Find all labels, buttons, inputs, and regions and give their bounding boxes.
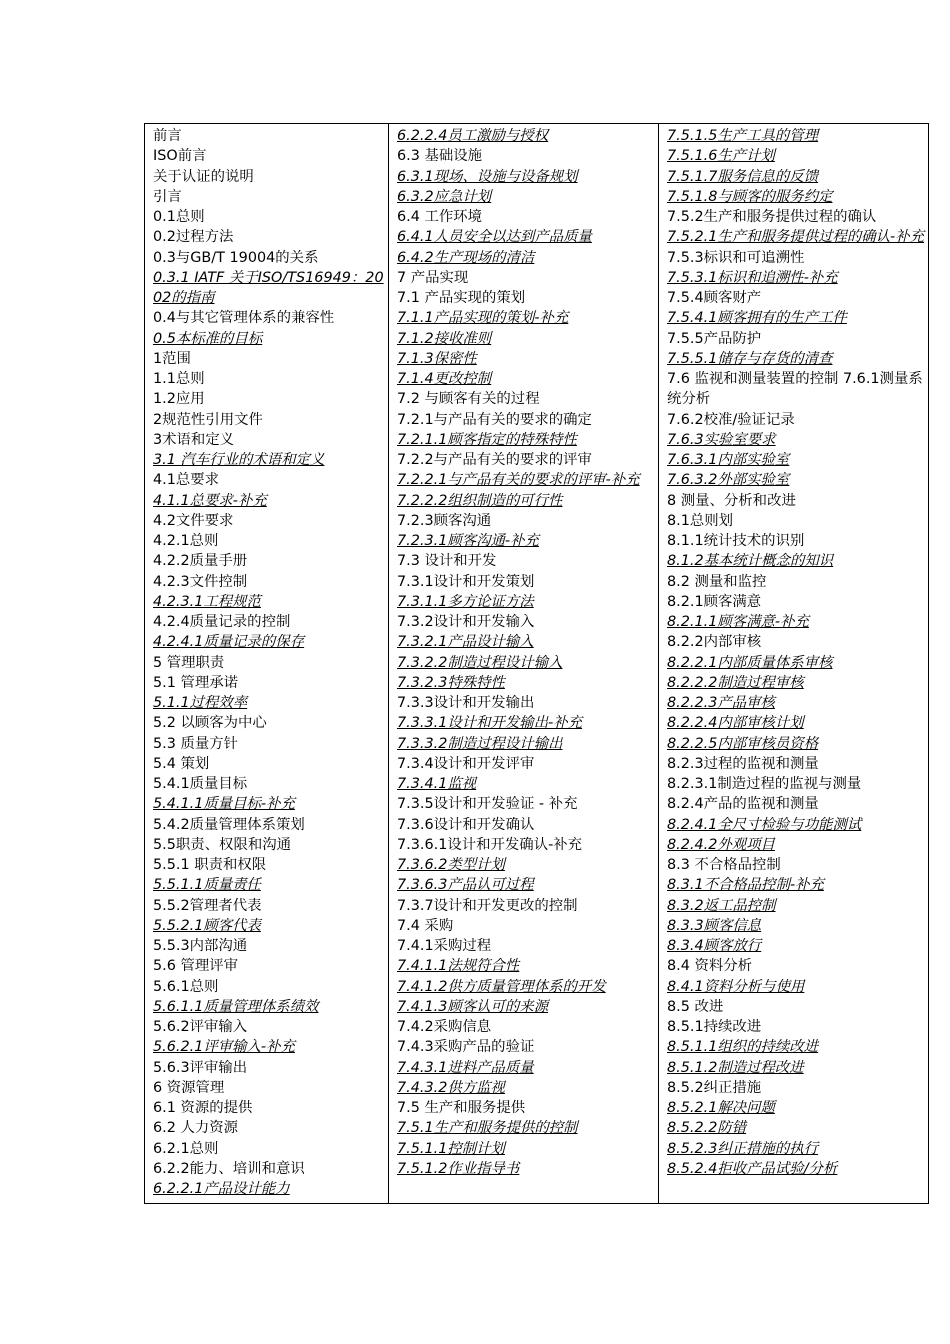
toc-entry-supplement: 7.3.3.1设计和开发输出-补充 [397, 715, 583, 732]
toc-entry: 前言 [153, 128, 182, 144]
toc-entry: 5.1 管理承诺 [153, 674, 239, 691]
toc-entry-supplement: 7.5.5.1储存与存货的清查 [667, 350, 833, 367]
toc-entry-supplement: 5.4.1.1质量目标-补充 [153, 796, 295, 813]
toc-entry-supplement: 7.2.3.1顾客沟通-补充 [397, 533, 539, 549]
toc-entry-supplement: 6.4.2生产现场的清洁 [397, 249, 535, 266]
toc-entry-supplement: 7.5.1.8与顾客的服务约定 [667, 188, 833, 205]
toc-entry: 6.2 人力资源 [153, 1120, 239, 1137]
toc-entry: 5.4 策划 [153, 755, 210, 772]
toc-entry: ISO前言 [153, 148, 207, 165]
toc-entry-supplement: 8.2.1.1顾客满意-补充 [667, 614, 809, 630]
toc-entry: 7.3.2设计和开发输入 [397, 614, 535, 630]
toc-entry-supplement: 7.1.1产品实现的策划-补充 [397, 310, 569, 327]
toc-entry: 7.5.3标识和可追溯性 [667, 249, 805, 266]
toc-entry: 4.2.4质量记录的控制 [153, 614, 291, 630]
toc-entry: 7.2 与顾客有关的过程 [397, 391, 540, 408]
toc-entry-supplement: 7.6.3.2外部实验室 [667, 472, 790, 489]
toc-entry: 6.2.1总则 [153, 1140, 219, 1157]
toc-entry-supplement: 5.5.1.1质量责任 [153, 877, 261, 894]
toc-row [145, 124, 929, 1204]
toc-entry-supplement: 7.5.1.2作业指导书 [397, 1160, 520, 1177]
toc-entry-supplement: 7.3.4.1监视 [397, 776, 477, 792]
toc-entry-supplement: 8.5.1.2制造过程改进 [667, 1059, 804, 1076]
toc-entry: 7.3 设计和开发 [397, 553, 497, 570]
toc-entry: 引言 [153, 188, 182, 205]
toc-entry: 7.4 采购 [397, 917, 454, 934]
toc-entry-supplement: 7.4.1.1法规符合性 [397, 958, 520, 975]
toc-entry: 2规范性引用文件 [153, 411, 263, 428]
toc-entry: 5.4.2质量管理体系策划 [153, 816, 305, 833]
toc-entry-supplement: 8.5.2.3纠正措施的执行 [667, 1140, 819, 1157]
toc-entry: 8.2.3.1制造过程的监视与测量 [667, 776, 862, 792]
toc-entry: 5.5.1 职责和权限 [153, 857, 267, 873]
toc-entry-supplement: 8.2.2.2制造过程审核 [667, 674, 804, 691]
toc-entry: 5 管理职责 [153, 654, 225, 671]
toc-entry-supplement: 7.3.1.1多方论证方法 [397, 593, 534, 610]
toc-entry-supplement: 8.2.4.2外观项目 [667, 836, 775, 853]
toc-entry-supplement: 6.3.1现场、设施与设备规划 [397, 168, 578, 185]
toc-entry: 8.5 改进 [667, 998, 724, 1015]
toc-entry: 5.5.2管理者代表 [153, 897, 262, 914]
toc-entry-supplement: 7.3.6.3产品认可过程 [397, 877, 534, 894]
toc-entry-supplement: 7.3.2.1产品设计输入 [397, 634, 534, 651]
toc-entry: 6.2.2能力、培训和意识 [153, 1160, 305, 1177]
toc-entry: 7.3.6.1设计和开发确认-补充 [397, 836, 583, 853]
toc-entry: 4.2.1总则 [153, 533, 219, 549]
toc-entry-supplement: 7.5.1.5生产工具的管理 [667, 128, 819, 144]
toc-entry: 8.1总则划 [667, 512, 734, 529]
toc-entry-supplement: 8.3.2返工品控制 [667, 897, 776, 914]
toc-entry-supplement: 8.3.3顾客信息 [667, 917, 762, 934]
toc-entry: 7.3.5设计和开发验证 - 补充 [397, 796, 578, 813]
toc-entry-supplement: 8.5.2.4拒收产品试验/分析 [667, 1160, 838, 1177]
toc-entry-supplement: 5.5.2.1顾客代表 [153, 917, 261, 934]
toc-entry: 5.5.3内部沟通 [153, 938, 248, 954]
toc-entry: 7.6 监视和测量装置的控制 7.6.1测量系统分析 [667, 371, 923, 408]
toc-entry-supplement: 3.1 汽车行业的术语和定义 [153, 452, 325, 468]
toc-entry: 7.3.7设计和开发更改的控制 [397, 897, 578, 914]
toc-entry: 7.4.3采购产品的验证 [397, 1039, 535, 1056]
toc-entry: 4.2.2质量手册 [153, 553, 248, 570]
toc-entry-supplement: 7.5.1.7服务信息的反馈 [667, 168, 819, 185]
toc-entry: 8.3 不合格品控制 [667, 857, 781, 873]
toc-entry: 4.1总要求 [153, 472, 220, 489]
toc-entry-supplement: 7.5.1.6生产计划 [667, 148, 775, 165]
toc-entry: 7.1 产品实现的策划 [397, 290, 526, 306]
toc-entry: 8.5.2纠正措施 [667, 1079, 762, 1096]
toc-entry: 8.2.3过程的监视和测量 [667, 755, 819, 772]
toc-entry-supplement: 8.5.2.2防错 [667, 1120, 747, 1137]
toc-entry: 7.3.3设计和开发输出 [397, 695, 535, 711]
toc-entry: 7.5.5产品防护 [667, 330, 762, 347]
toc-entry-supplement: 8.5.2.1解决问题 [667, 1100, 775, 1116]
toc-entry-supplement: 7.1.3保密性 [397, 350, 477, 367]
toc-entry-supplement: 8.2.2.3产品审核 [667, 695, 775, 711]
toc-entry: 7.3.6设计和开发确认 [397, 816, 535, 833]
toc-entry: 7.2.2与产品有关的要求的评审 [397, 452, 592, 468]
toc-entry: 0.4与其它管理体系的兼容性 [153, 310, 335, 327]
toc-entry: 8.1.1统计技术的识别 [667, 533, 805, 549]
toc-entry: 4.2文件要求 [153, 512, 234, 529]
toc-entry-supplement: 8.5.1.1组织的持续改进 [667, 1039, 819, 1056]
toc-entry: 6 资源管理 [153, 1079, 225, 1096]
toc-entry: 7.3.1设计和开发策划 [397, 573, 535, 590]
toc-entry-supplement: 7.4.3.2供方监视 [397, 1079, 505, 1096]
toc-entry-supplement: 7.5.1.1控制计划 [397, 1140, 505, 1157]
toc-entry-supplement: 6.3.2应急计划 [397, 188, 492, 205]
toc-entry-supplement: 8.2.2.5内部审核员资格 [667, 735, 819, 752]
toc-entry-supplement: 8.2.4.1全尺寸检验与功能测试 [667, 816, 862, 833]
toc-entry: 8.5.1持续改进 [667, 1019, 762, 1035]
toc-entry-supplement: 7.5.3.1标识和追溯性-补充 [667, 269, 838, 286]
toc-entry: 5.5职责、权限和沟通 [153, 836, 292, 853]
toc-entry: 7.3.4设计和开发评审 [397, 755, 535, 772]
toc-entry-supplement: 8.3.1不合格品控制-补充 [667, 877, 824, 894]
toc-entry-supplement: 4.2.3.1工程规范 [153, 593, 261, 610]
toc-entry: 5.4.1质量目标 [153, 776, 248, 792]
toc-entry: 8.2.1顾客满意 [667, 593, 762, 610]
toc-entry: 8.4 资料分析 [667, 958, 753, 975]
toc-entry: 7.5.2生产和服务提供过程的确认 [667, 209, 877, 225]
toc-entry: 7.4.2采购信息 [397, 1019, 492, 1035]
toc-entry-supplement: 7.4.1.3顾客认可的来源 [397, 998, 549, 1015]
toc-entry: 0.1总则 [153, 209, 205, 225]
toc-entry-supplement: 8.2.2.1内部质量体系审核 [667, 654, 833, 671]
toc-entry: 5.2 以顾客为中心 [153, 715, 267, 732]
toc-column-3 [659, 124, 929, 1204]
toc-entry-supplement: 7.1.2接收准则 [397, 330, 492, 347]
toc-entry: 6.3 基础设施 [397, 148, 483, 165]
toc-entry: 7.6.2校准/验证记录 [667, 411, 795, 428]
toc-entry-supplement: 5.1.1过程效率 [153, 695, 248, 711]
toc-entry-supplement: 8.1.2基本统计概念的知识 [667, 553, 834, 570]
toc-entry: 7.5 生产和服务提供 [397, 1100, 526, 1116]
toc-column-2 [389, 124, 659, 1204]
toc-entry: 8.2.2内部审核 [667, 634, 762, 651]
toc-entry: 8.2.4产品的监视和测量 [667, 796, 819, 813]
toc-entry: 0.2过程方法 [153, 229, 234, 246]
toc-entry-supplement: 5.6.1.1质量管理体系绩效 [153, 998, 319, 1015]
toc-entry: 4.2.3文件控制 [153, 573, 248, 590]
toc-entry: 1.2应用 [153, 391, 205, 408]
toc-entry-supplement: 7.4.3.1进料产品质量 [397, 1059, 534, 1076]
toc-entry-supplement: 7.2.2.1与产品有关的要求的评审-补充 [397, 472, 640, 489]
toc-entry-supplement: 5.6.2.1评审输入-补充 [153, 1039, 295, 1056]
toc-entry-supplement: 7.3.2.2制造过程设计输入 [397, 654, 563, 671]
toc-entry: 7 产品实现 [397, 269, 469, 286]
toc-entry: 5.6.3评审输出 [153, 1059, 248, 1076]
toc-entry: 7.2.3顾客沟通 [397, 512, 492, 529]
toc-entry-supplement: 7.4.1.2供方质量管理体系的开发 [397, 978, 606, 995]
toc-entry-supplement: 0.3.1 IATF 关于ISO/TS16949：2002的指南 [153, 269, 384, 306]
toc-entry-supplement: 7.6.3.1内部实验室 [667, 452, 790, 468]
toc-entry: 关于认证的说明 [153, 168, 254, 185]
toc-entry: 6.1 资源的提供 [153, 1100, 253, 1116]
toc-entry-supplement: 8.4.1资料分析与使用 [667, 978, 805, 995]
toc-entry-supplement: 6.2.2.1产品设计能力 [153, 1181, 290, 1197]
toc-entry: 5.6.1总则 [153, 978, 219, 995]
toc-entry: 5.6 管理评审 [153, 958, 239, 975]
toc-entry: 3术语和定义 [153, 431, 235, 448]
toc-entry: 1.1总则 [153, 371, 205, 387]
toc-entry: 7.4.1采购过程 [397, 938, 492, 954]
toc-entry-supplement: 6.4.1人员安全以达到产品质量 [397, 229, 592, 246]
toc-entry: 8 测量、分析和改进 [667, 492, 796, 509]
toc-entry: 6.4 工作环境 [397, 209, 483, 225]
toc-entry-supplement: 4.1.1总要求-补充 [153, 492, 267, 509]
toc-entry-supplement: 7.1.4更改控制 [397, 371, 492, 387]
toc-entry: 5.6.2评审输入 [153, 1019, 248, 1035]
toc-column-1 [145, 124, 389, 1204]
toc-entry-supplement: 7.2.1.1顾客指定的特殊特性 [397, 431, 577, 448]
toc-entry: 1范围 [153, 350, 191, 367]
toc-entry-supplement: 7.3.2.3特殊特性 [397, 674, 505, 691]
toc-entry-supplement: 7.2.2.2组织制造的可行性 [397, 492, 563, 509]
toc-entry: 7.5.4顾客财产 [667, 290, 762, 306]
toc-entry: 7.2.1与产品有关的要求的确定 [397, 411, 592, 428]
toc-entry: 8.2 测量和监控 [667, 573, 767, 590]
toc-entry-supplement: 7.3.6.2类型计划 [397, 857, 505, 873]
toc-entry-supplement: 7.5.4.1顾客拥有的生产工件 [667, 310, 847, 327]
table-of-contents [144, 123, 929, 1204]
toc-entry-supplement: 0.5本标准的目标 [153, 330, 263, 347]
toc-entry-supplement: 8.2.2.4内部审核计划 [667, 715, 804, 732]
toc-entry-supplement: 7.5.2.1生产和服务提供过程的确认-补充 [667, 229, 925, 246]
toc-entry-supplement: 7.3.3.2制造过程设计输出 [397, 735, 563, 752]
toc-entry-supplement: 6.2.2.4员工激励与授权 [397, 128, 549, 144]
toc-entry-supplement: 4.2.4.1质量记录的保存 [153, 634, 305, 651]
toc-entry-supplement: 7.5.1生产和服务提供的控制 [397, 1120, 578, 1137]
toc-entry-supplement: 8.3.4顾客放行 [667, 938, 762, 954]
toc-entry: 0.3与GB/T 19004的关系 [153, 249, 319, 266]
toc-entry-supplement: 7.6.3实验室要求 [667, 431, 776, 448]
toc-entry: 5.3 质量方针 [153, 735, 239, 752]
